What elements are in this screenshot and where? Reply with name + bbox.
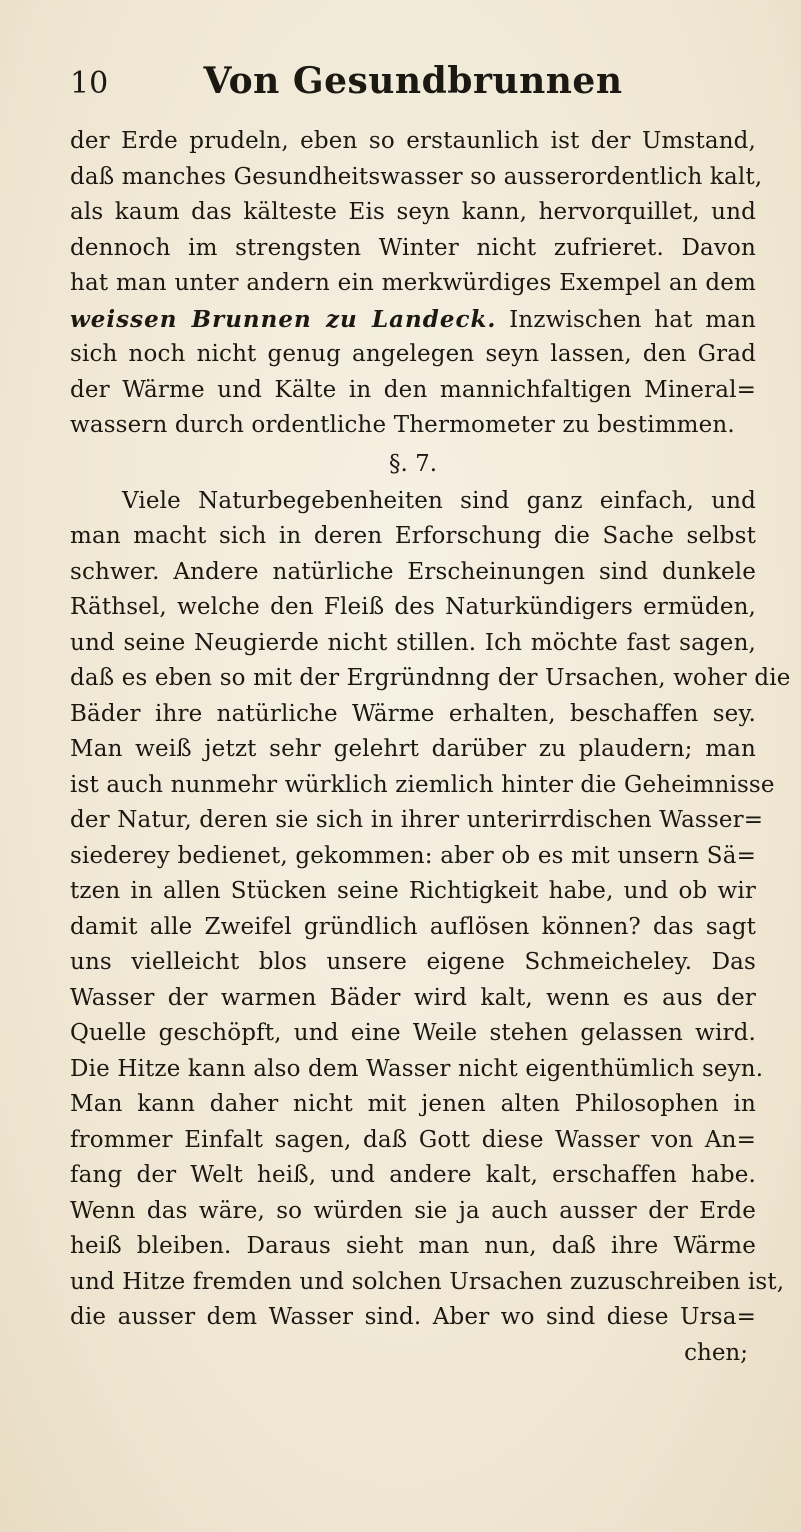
- text-line-with-emphasis: [70, 302, 756, 338]
- text-line: tzen in allen Stücken seine Richtigkeit habe, und ob wir: [70, 878, 756, 904]
- text-line: dennoch im strengsten Winter nicht zufrieret. Davon: [70, 234, 756, 261]
- text-line: und seine Neugierde nicht stillen. Ich möchte fast sagen,: [70, 629, 756, 656]
- text-line: Wasser der warmen Bäder wird kalt, wenn es aus der: [70, 984, 756, 1011]
- text-fragment: Inzwischen hat man: [496, 306, 756, 333]
- text-line: Quelle geschöpft, und eine Weile stehen gelassen wird.: [70, 1020, 756, 1046]
- text-line: daß manches Gesundheitswasser so ausserordentlich kalt,: [70, 163, 763, 190]
- text-line: als kaum das kälteste Eis seyn kann, hervorquillet, und: [70, 199, 756, 225]
- text-line: Bäder ihre natürliche Wärme erhalten, beschaffen sey.: [70, 700, 756, 727]
- section-heading: §. 7.: [388, 450, 438, 477]
- text-line: der Wärme und Kälte in den mannichfaltigen Mineral=: [70, 376, 756, 403]
- body-text: [70, 124, 791, 1371]
- text-line: Man weiß jetzt sehr gelehrt darüber zu plaudern; man: [70, 736, 756, 762]
- text-line: ist auch nunmehr würklich ziemlich hinter die Geheimnisse: [70, 771, 775, 798]
- text-line: daß es eben so mit der Ergründnng der Ursachen, woher die: [70, 665, 791, 691]
- text-line: und Hitze fremden und solchen Ursachen zuzuschreiben ist,: [70, 1268, 785, 1295]
- text-line: Die Hitze kann also dem Wasser nicht eigenthümlich seyn.: [70, 1055, 764, 1082]
- text-line: wassern durch ordentliche Thermometer zu bestimmen.: [70, 412, 735, 438]
- page-number: 10: [70, 66, 109, 101]
- running-title: Von Gesundbrunnen: [203, 60, 623, 102]
- text-line: heiß bleiben. Daraus sieht man nun, daß ihre Wärme: [70, 1233, 756, 1259]
- running-head: [70, 52, 756, 112]
- text-line: uns vielleicht blos unsere eigene Schmeicheley. Das: [70, 949, 756, 975]
- text-line: schwer. Andere natürliche Erscheinungen sind dunkele: [70, 558, 756, 585]
- text-line: man macht sich in deren Erforschung die Sache selbst: [70, 523, 756, 549]
- paragraph-2: [70, 484, 791, 1336]
- text-line: der Natur, deren sie sich in ihrer unterirrdischen Wasser=: [70, 807, 764, 833]
- paragraph-1: [70, 124, 763, 444]
- text-line: Viele Naturbegebenheiten sind ganz einfach, und: [122, 487, 756, 514]
- text-line: siederey bedienet, gekommen: aber ob es mit unsern Sä=: [70, 842, 756, 869]
- text-line: Wenn das wäre, so würden sie ja auch ausser der Erde: [70, 1197, 756, 1224]
- text-line: Man kann daher nicht mit jenen alten Philosophen in: [70, 1091, 756, 1117]
- text-line: die ausser dem Wasser sind. Aber wo sind diese Ursa=: [70, 1304, 756, 1330]
- catchword: chen;: [684, 1339, 748, 1366]
- text-line: hat man unter andern ein merkwürdiges Exempel an dem: [70, 270, 756, 296]
- text-line: sich noch nicht genug angelegen seyn lassen, den Grad: [70, 341, 756, 367]
- text-line: Räthsel, welche den Fleiß des Naturkündigers ermüden,: [70, 594, 756, 620]
- text-line: damit alle Zweifel gründlich auflösen können? das sagt: [70, 913, 756, 940]
- text-line: fang der Welt heiß, und andere kalt, erschaffen habe.: [70, 1162, 756, 1188]
- emphasized-place-name: weissen Brunnen zu Landeck.: [70, 305, 497, 333]
- text-line: der Erde prudeln, eben so erstaunlich ist der Umstand,: [70, 128, 756, 154]
- text-line: frommer Einfalt sagen, daß Gott diese Wasser von An=: [70, 1126, 756, 1153]
